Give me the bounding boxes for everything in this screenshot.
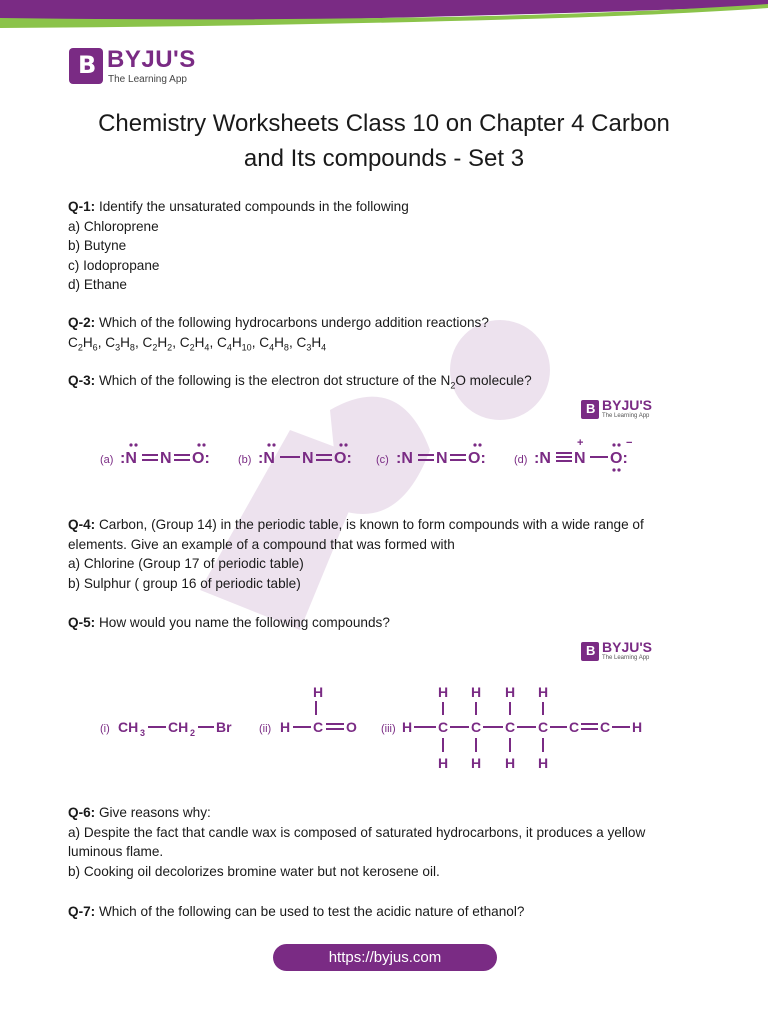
option: a) Chlorine (Group 17 of periodic table)	[68, 556, 304, 572]
structural-formulas-figure	[96, 680, 656, 772]
question-label: Q-1:	[68, 199, 96, 214]
svg-text:C: C	[569, 719, 580, 735]
question-label: Q-7:	[68, 904, 96, 919]
question-4	[68, 515, 688, 593]
formula: $C_4H_{10}$	[217, 334, 252, 353]
question-text: Which of the following is the electron dot structure of the N	[95, 373, 451, 388]
byjus-logo-small: B BYJU'S The Learning App	[581, 641, 656, 663]
byjus-logo-small: B BYJU'S The Learning App	[581, 399, 656, 421]
formula: $C_2H_2$	[142, 334, 173, 353]
option-tag-a: (a)	[100, 454, 114, 466]
svg-text:C: C	[438, 719, 449, 735]
svg-text:CH: CH	[168, 719, 189, 735]
question-text: Which of the following can be used to test the acidic nature of ethanol?	[95, 904, 525, 919]
question-text: Identify the unsaturated compounds in the following	[95, 199, 409, 214]
logo-name: BYJU'S	[107, 46, 196, 73]
question-5	[68, 613, 688, 633]
option: a) Despite the fact that candle wax is composed of saturated hydrocarbons, it produces a yellow luminous flame.	[68, 824, 646, 860]
svg-text::N: :N	[534, 450, 551, 467]
question-label: Q-3:	[68, 373, 96, 388]
question-text: How would you name the following compounds?	[95, 615, 390, 630]
option: d) Ethane	[68, 277, 127, 293]
question-7	[68, 902, 688, 922]
svg-text:N: N	[436, 450, 448, 467]
svg-text:H: H	[505, 684, 516, 700]
svg-text:3: 3	[140, 728, 146, 738]
question-6	[68, 803, 688, 881]
svg-text:N: N	[574, 450, 586, 467]
question-text: Give reasons why:	[95, 805, 211, 820]
electron-dot-figure	[96, 436, 656, 476]
question-label: Q-2:	[68, 315, 96, 330]
svg-text:CH: CH	[118, 719, 139, 735]
option: b) Sulphur ( group 16 of periodic table)	[68, 575, 301, 591]
svg-text::N: :N	[258, 450, 275, 467]
question-1	[68, 197, 688, 295]
svg-text:−: −	[626, 437, 633, 449]
formula: $C_3H_4$	[296, 334, 327, 353]
option-tag-b: (b)	[238, 454, 252, 466]
svg-text:H: H	[505, 755, 516, 771]
compound-tag-i: (i)	[100, 723, 110, 735]
option-tag-d: (d)	[514, 454, 528, 466]
svg-text:N: N	[160, 450, 172, 467]
website-link[interactable]: https://byjus.com	[273, 944, 497, 971]
option: c) Iodopropane	[68, 257, 160, 273]
logo-mark: B	[69, 48, 103, 84]
option: a) Chloroprene	[68, 218, 159, 234]
svg-text:C: C	[600, 719, 611, 735]
svg-text:O:: O:	[468, 450, 486, 467]
svg-text:H: H	[402, 719, 413, 735]
svg-text:O:: O:	[334, 450, 352, 467]
svg-text:O:: O:	[192, 450, 210, 467]
question-label: Q-6:	[68, 805, 96, 820]
option: b) Cooking oil decolorizes bromine water but not kerosene oil.	[68, 863, 440, 879]
svg-text:N: N	[302, 450, 314, 467]
formula-list: $C_2H_6$, $C_3H_8$, $C_2H_2$, $C_2H_4$, $C_4H_{10}$, $C_4H_8$, $C_3H_4$	[68, 334, 327, 353]
svg-text::N: :N	[120, 450, 137, 467]
svg-text:H: H	[280, 719, 291, 735]
option-tag-c: (c)	[376, 454, 389, 466]
formula: $C_4H_8$	[259, 334, 289, 353]
svg-text:C: C	[538, 719, 549, 735]
svg-text:Br: Br	[216, 719, 232, 735]
svg-text:H: H	[538, 755, 549, 771]
svg-text:H: H	[438, 755, 449, 771]
compound-tag-iii: (iii)	[381, 723, 396, 735]
svg-text:O: O	[346, 719, 357, 735]
question-2	[68, 313, 688, 352]
svg-text:+: +	[577, 437, 584, 449]
svg-text:C: C	[471, 719, 482, 735]
formula: $C_2H_6$	[68, 334, 98, 353]
formula: $C_3H_8$	[105, 334, 135, 353]
svg-text:H: H	[438, 684, 449, 700]
svg-text:H: H	[632, 719, 643, 735]
question-3: Q-3: Which of the following is the electron dot structure of the $N_2O$ molecule?	[68, 373, 532, 391]
page-title: Chemistry Worksheets Class 10 on Chapter 4 Carbon and Its compounds - Set 3	[98, 110, 670, 172]
svg-text:C: C	[505, 719, 516, 735]
svg-text:H: H	[471, 755, 482, 771]
svg-text:H: H	[313, 684, 324, 700]
svg-text:2: 2	[190, 728, 196, 738]
compound-tag-ii: (ii)	[259, 723, 272, 735]
svg-text::N: :N	[396, 450, 413, 467]
question-text: Carbon, (Group 14) in the periodic table, is known to form compounds with a wide range of elements. Give an example of a compound that was formed with	[68, 517, 644, 552]
logo-tagline: The Learning App	[108, 74, 187, 85]
top-banner	[0, 0, 768, 28]
svg-text:O:: O:	[610, 450, 628, 467]
question-label: Q-5:	[68, 615, 96, 630]
formula: $C_2H_4$	[179, 334, 210, 353]
question-label: Q-4:	[68, 517, 96, 532]
svg-text:H: H	[538, 684, 549, 700]
question-text: Which of the following hydrocarbons undergo addition reactions?	[95, 315, 489, 330]
option: b) Butyne	[68, 238, 127, 254]
svg-text:C: C	[313, 719, 324, 735]
svg-text:H: H	[471, 684, 482, 700]
